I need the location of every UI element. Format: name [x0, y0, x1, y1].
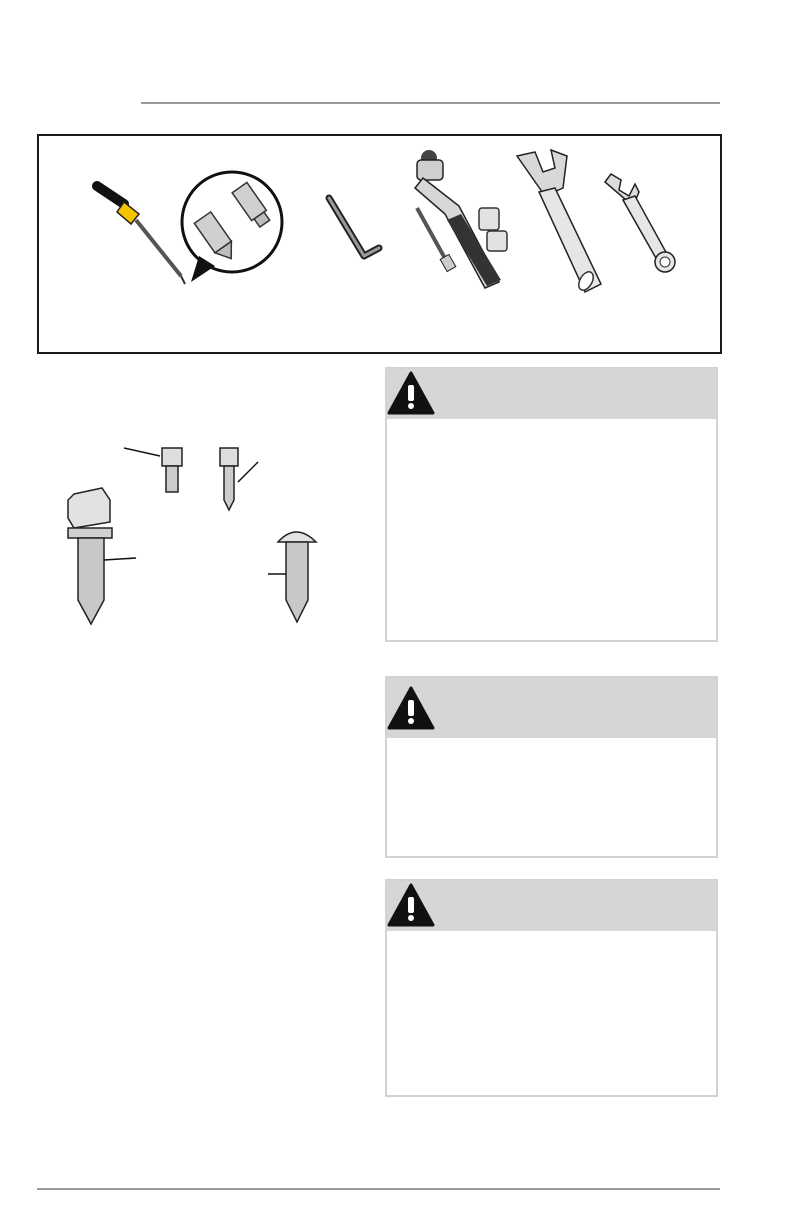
warning-box-3	[385, 879, 718, 1097]
fasteners-illustration	[50, 430, 350, 640]
header-rule	[141, 102, 720, 104]
warning-header	[387, 881, 716, 931]
warning-icon	[387, 883, 435, 929]
tools-illustration-box	[37, 134, 722, 354]
warning-box-1	[385, 367, 718, 642]
hex-key-icon	[329, 198, 379, 256]
warning-icon	[387, 686, 435, 732]
screwdriver-icon	[97, 186, 185, 284]
large-hex-bolt-icon	[68, 488, 136, 624]
footer-rule	[37, 1188, 720, 1190]
warning-header	[387, 678, 716, 738]
warning-icon	[387, 371, 435, 417]
adjustable-wrench-icon	[517, 150, 601, 293]
warning-header	[387, 369, 716, 419]
small-torx-screw-icon	[220, 448, 258, 510]
small-hex-bolt-icon	[124, 448, 182, 492]
warning-box-2	[385, 676, 718, 858]
driver-bits-icon	[182, 172, 282, 282]
socket-wrench-icon	[415, 150, 507, 288]
phillips-screw-icon	[268, 532, 316, 622]
tools-illustration	[39, 136, 720, 352]
combination-wrench-icon	[605, 174, 675, 272]
